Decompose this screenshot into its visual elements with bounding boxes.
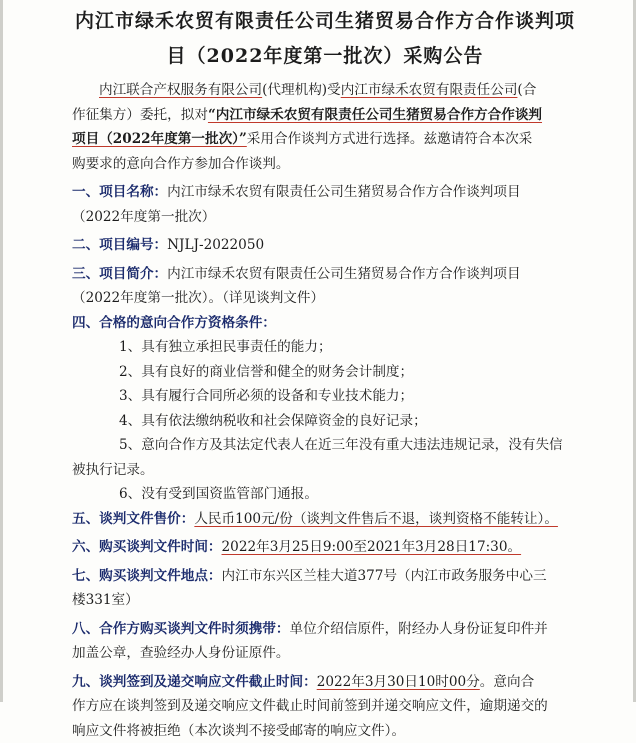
item-required-materials: 八、合作方购买谈判文件时须携带：单位介绍信原件，附经办人身份证复印件并 加盖公章，查验经办人身份证原件。 <box>72 617 608 666</box>
title-line-1: 内江市绿禾农贸有限责任公司生猪贸易合作方合作谈判项 <box>75 10 575 32</box>
page-edge-left <box>0 0 3 702</box>
condition-item: 3、具有履行合同所必须的设备和专业技术能力； <box>72 384 608 409</box>
title-line-2: 目（2022年度第一批次）采购公告 <box>167 45 484 67</box>
item-deadline: 九、谈判签到及递交响应文件截止时间：2022年3月30日10时00分。意向合 作方应在谈判签到及递交响应文件截止时间前签到并递交响应文件，逾期递交的 响应文件将被拒绝（本次谈判不接受邮寄的响应文件）。 <box>72 670 608 743</box>
intro-line-1: 内江联合产权服务有限公司(代理机构)受内江市绿禾农贸有限责任公司(合 <box>72 78 608 103</box>
condition-item: 6、没有受到国资监管部门通报。 <box>72 482 608 507</box>
condition-item: 5、意向合作方及其法定代表人在近三年没有重大违法违规记录，没有失信 <box>72 433 608 458</box>
item-project-name: 一、项目名称：内江市绿禾农贸有限责任公司生猪贸易合作方合作谈判项目 （2022年度第一批次） <box>72 180 608 229</box>
condition-item: 2、具有良好的商业信誉和健全的财务会计制度； <box>72 360 608 385</box>
intro-line-2: 作征集方）委托，拟对“内江市绿禾农贸有限责任公司生猪贸易合作方合作谈判 <box>72 103 608 128</box>
project-name-quoted: “内江市绿禾农贸有限责任公司生猪贸易合作方合作谈判 <box>208 107 542 123</box>
item-project-summary: 三、项目简介：内江市绿禾农贸有限责任公司生猪贸易合作方合作谈判项目 （2022年度第一批次）。（详见谈判文件） <box>72 262 608 311</box>
intro-line-3: 项目（2022年度第一批次）”采用合作谈判方式进行选择。兹邀请符合本次采 <box>72 127 608 152</box>
item-purchase-time: 六、购买谈判文件时间：2022年3月25日9:00至2021年3月28日17:30。 <box>72 535 608 560</box>
page-title <box>32 0 618 74</box>
item-project-number: 二、项目编号：NJLJ-2022050 <box>72 233 608 258</box>
intro-line-4: 购要求的意向合作方参加合作谈判。 <box>72 152 608 177</box>
intro-paragraph <box>72 78 608 176</box>
item-document-price: 五、谈判文件售价：人民币100元/份（谈判文件售后不退，谈判资格不能转让）。 <box>72 507 608 532</box>
item-qualifications: 四、合格的意向合作方资格条件： 1、具有独立承担民事责任的能力； 2、具有良好的商业信誉和健全的财务会计制度； 3、具有履行合同所必须的设备和专业技术能力； 4、具有依法缴纳税收和社会保障资金的良好记录； 5、意向合作方及其法定代表人在近三年没有重大违法违规记录，没有失信 被执行记录。 6、没有受到国资监管部门通报。 <box>72 311 608 507</box>
agent-name: 内江联合产权服务有限公司 <box>99 82 262 98</box>
condition-item: 1、具有独立承担民事责任的能力； <box>72 335 608 360</box>
condition-item-cont: 被执行记录。 <box>72 458 608 483</box>
condition-item: 4、具有依法缴纳税收和社会保障资金的良好记录； <box>72 409 608 434</box>
item-purchase-location: 七、购买谈判文件地点：内江市东兴区兰桂大道377号（内江市政务服务中心三 楼331室） <box>72 564 608 613</box>
principal-name: 内江市绿禾农贸有限责任公司 <box>341 82 518 98</box>
